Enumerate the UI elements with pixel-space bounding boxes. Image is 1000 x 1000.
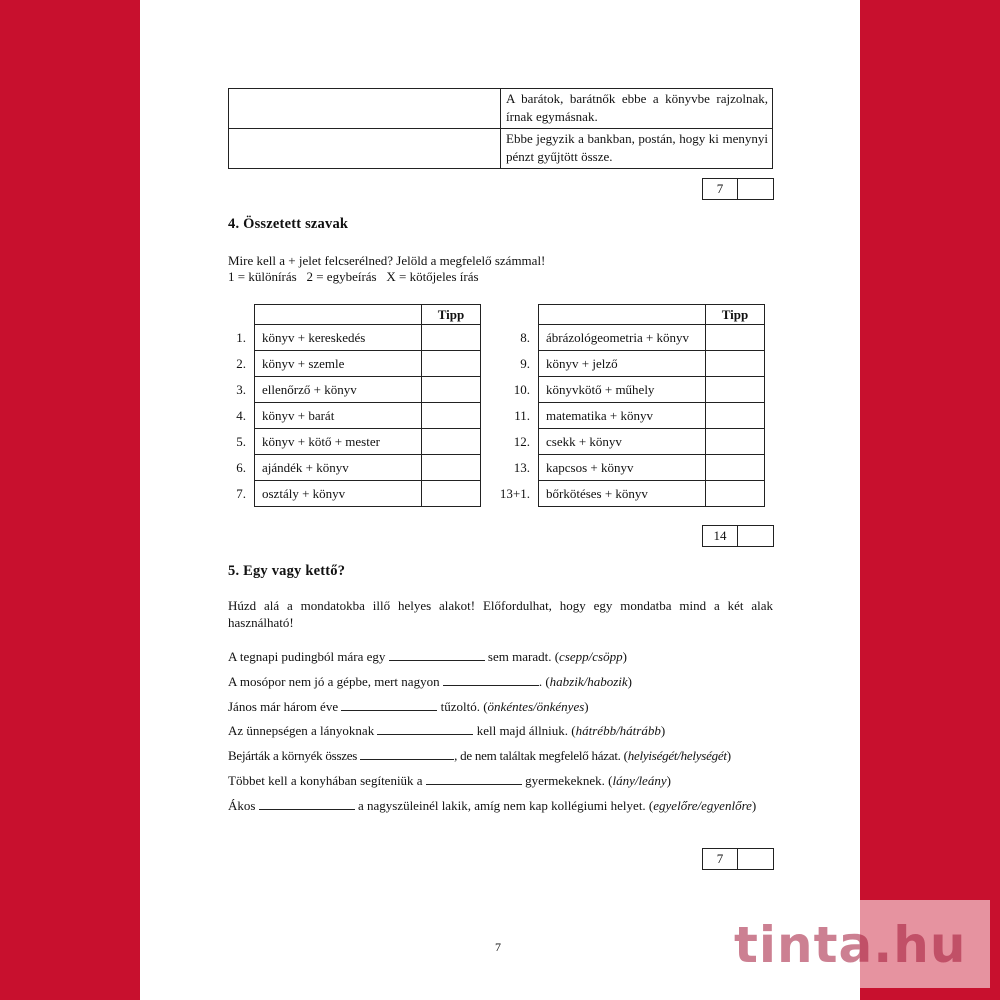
sentence xyxy=(228,772,773,789)
closing-paren: ) xyxy=(627,674,633,689)
tip-field[interactable] xyxy=(706,325,765,351)
table-row xyxy=(497,351,765,377)
answer-blank[interactable] xyxy=(360,748,454,760)
table-row xyxy=(226,351,481,377)
sentence-start: Ákos xyxy=(228,798,256,813)
watermark-logo xyxy=(734,900,990,988)
item-number: 2. xyxy=(236,355,246,371)
compound-table-left xyxy=(226,304,481,507)
word-options: önkéntes/önkényes xyxy=(487,699,585,714)
compound-word: matematika + könyv xyxy=(539,403,706,429)
table-row xyxy=(497,455,765,481)
sentence xyxy=(228,797,773,814)
tip-field[interactable] xyxy=(706,481,765,507)
closing-paren: ) xyxy=(660,723,666,738)
score-field[interactable] xyxy=(738,179,773,199)
section-4-instruction: Mire kell a + jelet felcserélned? Jelöld a megfelelő számmal! xyxy=(228,253,546,268)
sentence-start: A tegnapi pudingból mára egy xyxy=(228,649,386,664)
tip-field[interactable] xyxy=(706,455,765,481)
compound-word: könyv + jelző xyxy=(539,351,706,377)
tip-field[interactable] xyxy=(706,351,765,377)
word-options: hátrébb/hátrább xyxy=(575,723,661,738)
compound-word: ellenőrző + könyv xyxy=(255,377,422,403)
score-box xyxy=(702,178,774,200)
closing-paren: ) xyxy=(751,798,757,813)
compound-word: ajándék + könyv xyxy=(255,455,422,481)
table-row xyxy=(226,455,481,481)
item-number: 8. xyxy=(520,329,530,345)
score-box xyxy=(702,525,774,547)
tip-field[interactable] xyxy=(422,481,481,507)
tip-field[interactable] xyxy=(422,429,481,455)
section-4-legend: 1 = különírás 2 = egybeírás X = kötőjeles írás xyxy=(228,269,479,284)
item-number: 7. xyxy=(236,485,246,501)
tip-field[interactable] xyxy=(706,377,765,403)
definition-text: A barátok, barátnők ebbe a könyvbe rajzolnak, írnak egymásnak. xyxy=(501,89,773,129)
sentence xyxy=(228,673,773,690)
sentence-end: . ( xyxy=(538,674,550,689)
tip-field[interactable] xyxy=(422,351,481,377)
definition-table xyxy=(228,88,773,169)
sentence-start: Többet kell a konyhában segíteniük a xyxy=(228,773,423,788)
tip-header: Tipp xyxy=(706,305,765,325)
sentence-start: Bejárták a környék összes xyxy=(228,748,358,763)
sentence-end: a nagyszüleinél lakik, amíg nem kap kollégiumi helyet. ( xyxy=(357,798,654,813)
item-number: 5. xyxy=(236,433,246,449)
item-number: 13. xyxy=(513,459,530,475)
word-options: egyelőre/egyenlőre xyxy=(653,798,752,813)
word-options: helyiségét/helységét xyxy=(627,748,727,763)
section-5-title: 5. Egy vagy kettő? xyxy=(228,563,346,579)
sentence xyxy=(228,648,773,665)
answer-blank[interactable] xyxy=(443,674,539,686)
tip-field[interactable] xyxy=(422,455,481,481)
max-score: 7 xyxy=(703,179,738,199)
answer-blank[interactable] xyxy=(389,649,485,661)
answer-blank[interactable] xyxy=(341,699,437,711)
compound-word: könyv + kereskedés xyxy=(255,325,422,351)
sentence-start: János már három éve xyxy=(228,699,339,714)
item-number: 6. xyxy=(236,459,246,475)
table-row xyxy=(229,89,773,129)
item-number: 11. xyxy=(514,407,530,423)
answer-blank[interactable] xyxy=(259,798,355,810)
compound-word: könyv + barát xyxy=(255,403,422,429)
table-row xyxy=(497,481,765,507)
max-score: 14 xyxy=(703,526,738,546)
watermark-text: tinta.hu xyxy=(734,916,967,974)
sentence-start: Az ünnepségen a lányoknak xyxy=(228,723,375,738)
word-options: habzik/habozik xyxy=(549,674,628,689)
tip-field[interactable] xyxy=(422,325,481,351)
table-row xyxy=(497,325,765,351)
table-row xyxy=(226,429,481,455)
closing-paren: ) xyxy=(584,699,589,714)
compound-word: könyvkötő + műhely xyxy=(539,377,706,403)
sentence-end: tűzoltó. ( xyxy=(440,699,488,714)
compound-word: ábrázológeometria + könyv xyxy=(539,325,706,351)
table-row xyxy=(229,129,773,169)
table-row xyxy=(226,403,481,429)
item-number: 3. xyxy=(236,381,246,397)
item-number: 13+1. xyxy=(499,485,530,501)
score-field[interactable] xyxy=(738,849,773,869)
item-number: 4. xyxy=(236,407,246,423)
answer-blank[interactable] xyxy=(377,723,473,735)
compound-word: csekk + könyv xyxy=(539,429,706,455)
sentence xyxy=(228,722,773,739)
item-number: 1. xyxy=(236,329,246,345)
compound-word: könyv + kötő + mester xyxy=(255,429,422,455)
compound-word: bőrkötéses + könyv xyxy=(539,481,706,507)
sentence-end: sem maradt. ( xyxy=(487,649,560,664)
compound-word: kapcsos + könyv xyxy=(539,455,706,481)
closing-paren: ) xyxy=(726,748,731,763)
score-box xyxy=(702,848,774,870)
sentence xyxy=(228,747,773,764)
section-4-title: 4. Összetett szavak xyxy=(228,216,349,232)
item-number: 12. xyxy=(513,433,530,449)
page-number: 7 xyxy=(495,940,501,954)
table-row xyxy=(497,429,765,455)
closing-paren: ) xyxy=(666,773,671,788)
answer-cell[interactable] xyxy=(229,129,501,169)
section-5-instruction: Húzd alá a mondatokba illő helyes alakot! Előfordulhat, hogy egy mondatba mind a két alak használható! xyxy=(228,598,773,630)
sentence-end: kell majd állniuk. ( xyxy=(476,723,576,738)
score-field[interactable] xyxy=(738,526,773,546)
closing-paren: ) xyxy=(622,649,627,664)
compound-word: könyv + szemle xyxy=(255,351,422,377)
answer-blank[interactable] xyxy=(426,773,522,785)
tip-field[interactable] xyxy=(706,429,765,455)
sentence-end: gyermekeknek. ( xyxy=(525,773,613,788)
max-score: 7 xyxy=(703,849,738,869)
workbook-page xyxy=(140,0,860,1000)
table-row xyxy=(226,377,481,403)
table-row xyxy=(497,377,765,403)
compound-word: osztály + könyv xyxy=(255,481,422,507)
word-options: csepp/csöpp xyxy=(559,649,623,664)
tip-field[interactable] xyxy=(422,403,481,429)
sentence xyxy=(228,698,773,715)
item-number: 9. xyxy=(520,355,530,371)
tip-header: Tipp xyxy=(422,305,481,325)
sentence-start: A mosópor nem jó a gépbe, mert nagyon xyxy=(228,674,440,689)
answer-cell[interactable] xyxy=(229,89,501,129)
tip-field[interactable] xyxy=(422,377,481,403)
word-options: lány/leány xyxy=(612,773,667,788)
sentence-end: , de nem találtak megfelelő házat. ( xyxy=(454,748,628,763)
definition-text: Ebbe jegyzik a bankban, postán, hogy ki menynyi pénzt gyűjtött össze. xyxy=(501,129,773,169)
table-row xyxy=(226,325,481,351)
item-number: 10. xyxy=(513,381,530,397)
table-row xyxy=(226,481,481,507)
table-row xyxy=(497,403,765,429)
compound-table-right xyxy=(497,304,765,507)
tip-field[interactable] xyxy=(706,403,765,429)
